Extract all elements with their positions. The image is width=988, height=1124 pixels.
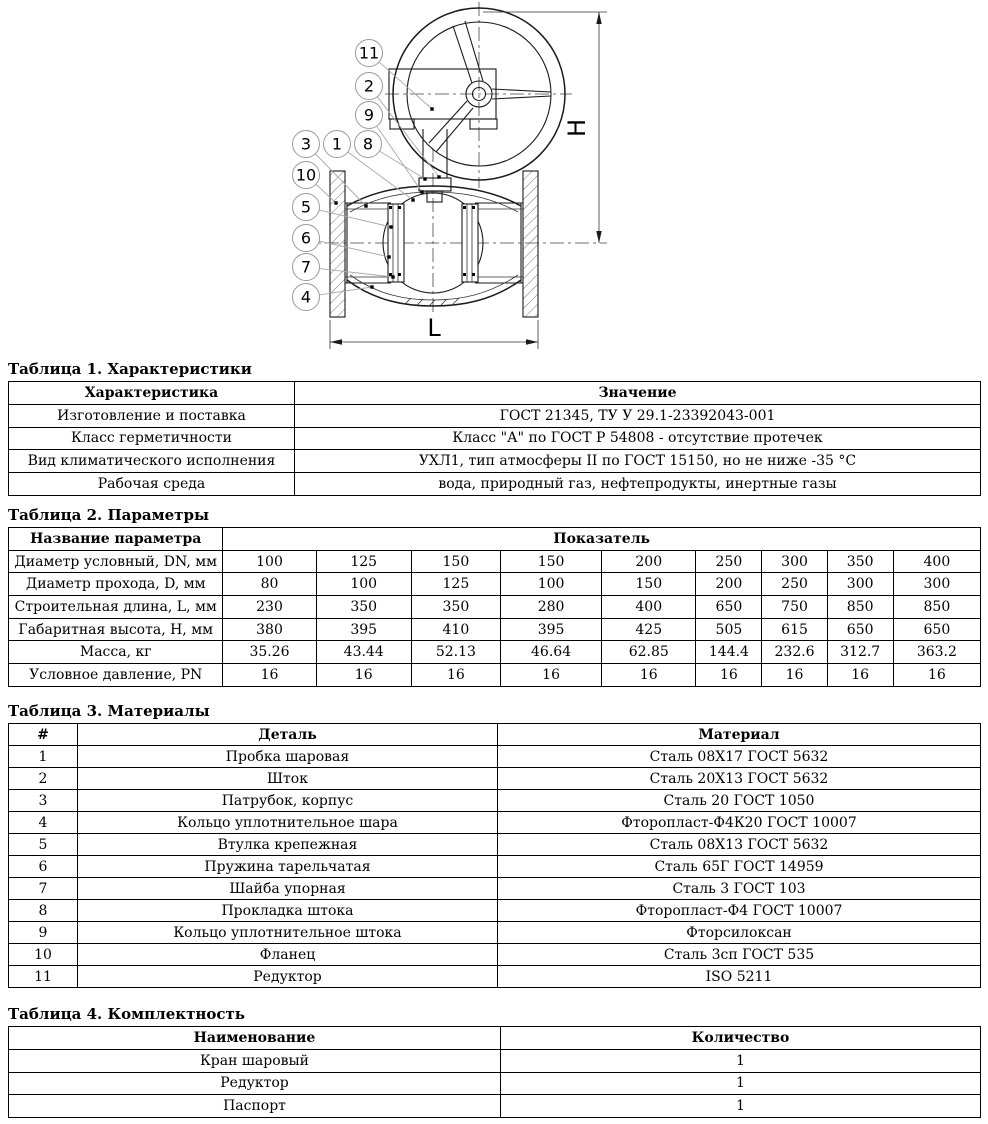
table-row <box>9 641 981 664</box>
table-cell: 850 <box>893 596 980 619</box>
table-cell: 16 <box>893 664 980 687</box>
table-cell: Класс герметичности <box>9 427 295 450</box>
column-header: Количество <box>501 1027 981 1050</box>
table-row <box>9 573 981 596</box>
table-cell: 43.44 <box>316 641 411 664</box>
table-cell: Редуктор <box>9 1072 501 1095</box>
callout-target-dot <box>437 175 440 178</box>
table-cell: 300 <box>893 573 980 596</box>
table-cell: 9 <box>9 922 78 944</box>
table-cell: 16 <box>411 664 500 687</box>
table-cell: Патрубок, корпус <box>78 790 498 812</box>
callout-number: 11 <box>358 43 380 63</box>
callout-group <box>293 40 441 311</box>
table-cell: 100 <box>500 573 601 596</box>
table-row <box>9 664 981 687</box>
table-cell: 1 <box>9 746 78 768</box>
table-header-row <box>9 724 981 746</box>
dim-h-label: H <box>563 118 591 138</box>
table4-title: Таблица 4. Комплектность <box>8 1005 245 1023</box>
callout-number: 4 <box>300 287 312 307</box>
table4-completeness <box>8 1026 981 1118</box>
callout-number: 2 <box>363 76 375 96</box>
table-cell: 850 <box>827 596 893 619</box>
table-cell: 300 <box>762 550 827 573</box>
callout-target-dot <box>430 107 433 110</box>
table-row <box>9 746 981 768</box>
table-cell: 46.64 <box>500 641 601 664</box>
table-cell: 363.2 <box>893 641 980 664</box>
table-cell: 350 <box>316 596 411 619</box>
gearbox <box>389 69 497 129</box>
table-cell: Кран шаровый <box>9 1049 501 1072</box>
dimension-h <box>483 12 607 243</box>
table-cell: 11 <box>9 966 78 988</box>
table-cell: 232.6 <box>762 641 827 664</box>
table-cell: 312.7 <box>827 641 893 664</box>
table-row <box>9 550 981 573</box>
table-row <box>9 618 981 641</box>
table-row <box>9 966 981 988</box>
table-cell: 150 <box>411 550 500 573</box>
table-cell: 10 <box>9 944 78 966</box>
table-cell: 400 <box>602 596 696 619</box>
table-row <box>9 878 981 900</box>
callout-target-dot <box>364 204 367 207</box>
table-cell: 280 <box>500 596 601 619</box>
table-cell: Строительная длина, L, мм <box>9 596 223 619</box>
table3-section <box>8 701 981 988</box>
table-cell: 3 <box>9 790 78 812</box>
table-cell: 650 <box>827 618 893 641</box>
table-cell: Пружина тарельчатая <box>78 856 498 878</box>
table-row <box>9 596 981 619</box>
callout-target-dot <box>411 198 414 201</box>
callout-number: 9 <box>363 105 375 125</box>
table-cell: Габаритная высота, H, мм <box>9 618 223 641</box>
column-header: Характеристика <box>9 382 295 405</box>
column-header: Материал <box>498 724 981 746</box>
table-cell: Масса, кг <box>9 641 223 664</box>
table-cell: Кольцо уплотнительное шара <box>78 812 498 834</box>
table-cell: Рабочая среда <box>9 473 295 496</box>
table-cell: Пробка шаровая <box>78 746 498 768</box>
table-cell: 410 <box>411 618 500 641</box>
table-cell: 80 <box>223 573 316 596</box>
table-row <box>9 404 981 427</box>
callout-target-dot <box>334 201 337 204</box>
table-row <box>9 944 981 966</box>
table-row <box>9 768 981 790</box>
table1-characteristics <box>8 381 981 496</box>
seat-right <box>462 204 478 282</box>
table-cell: 425 <box>602 618 696 641</box>
table-cell: Прокладка штока <box>78 900 498 922</box>
table-header-row <box>9 528 981 551</box>
table-header-row <box>9 1027 981 1050</box>
table-cell: 615 <box>762 618 827 641</box>
table-row <box>9 473 981 496</box>
table-cell: Сталь 08Х17 ГОСТ 5632 <box>498 746 981 768</box>
callout-number: 3 <box>300 134 312 154</box>
centerlines <box>300 2 607 316</box>
callout-number: 7 <box>300 257 312 277</box>
table-cell: 250 <box>762 573 827 596</box>
table-cell: Изготовление и поставка <box>9 404 295 427</box>
table-cell: 6 <box>9 856 78 878</box>
table-cell: 100 <box>223 550 316 573</box>
column-header: # <box>9 724 78 746</box>
table3-materials <box>8 723 981 988</box>
column-header: Показатель <box>223 528 981 551</box>
table-cell: вода, природный газ, нефтепродукты, инертные газы <box>295 473 981 496</box>
table-cell: Втулка крепежная <box>78 834 498 856</box>
column-header: Название параметра <box>9 528 223 551</box>
table-cell: Шайба упорная <box>78 878 498 900</box>
table2-title: Таблица 2. Параметры <box>8 506 209 524</box>
table-cell: 16 <box>223 664 316 687</box>
callout-target-dot <box>391 275 394 278</box>
table-row <box>9 450 981 473</box>
table-cell: Диаметр условный, DN, мм <box>9 550 223 573</box>
table-cell: 4 <box>9 812 78 834</box>
table-row <box>9 834 981 856</box>
table-cell: 16 <box>762 664 827 687</box>
table1-title: Таблица 1. Характеристики <box>8 360 252 378</box>
table-header-row <box>9 382 981 405</box>
table-cell: Сталь 3 ГОСТ 103 <box>498 878 981 900</box>
table-row <box>9 812 981 834</box>
callout-target-dot <box>389 225 392 228</box>
table-cell: 250 <box>696 550 762 573</box>
callout-number: 1 <box>331 134 343 154</box>
table-cell: 16 <box>602 664 696 687</box>
table-cell: 16 <box>696 664 762 687</box>
column-header: Значение <box>295 382 981 405</box>
table-row <box>9 922 981 944</box>
table-cell: 150 <box>602 573 696 596</box>
table-cell: Сталь 65Г ГОСТ 14959 <box>498 856 981 878</box>
table-cell: Сталь 08Х13 ГОСТ 5632 <box>498 834 981 856</box>
table-cell: УХЛ1, тип атмосферы II по ГОСТ 15150, но не ниже -35 °C <box>295 450 981 473</box>
table-cell: ISO 5211 <box>498 966 981 988</box>
table-cell: Фторопласт-Ф4 ГОСТ 10007 <box>498 900 981 922</box>
table-cell: 350 <box>411 596 500 619</box>
table-cell: ГОСТ 21345, ТУ У 29.1-23392043-001 <box>295 404 981 427</box>
table-cell: 62.85 <box>602 641 696 664</box>
column-header: Деталь <box>78 724 498 746</box>
table-row <box>9 1072 981 1095</box>
table-cell: 1 <box>501 1072 981 1095</box>
table-cell: 650 <box>696 596 762 619</box>
table-row <box>9 856 981 878</box>
table-cell: 8 <box>9 900 78 922</box>
table-cell: Вид климатического исполнения <box>9 450 295 473</box>
table3-title: Таблица 3. Материалы <box>8 702 210 720</box>
table-cell: Сталь 20Х13 ГОСТ 5632 <box>498 768 981 790</box>
table-cell: 5 <box>9 834 78 856</box>
table-cell: 650 <box>893 618 980 641</box>
callout-number: 8 <box>362 134 374 154</box>
table-cell: Условное давление, PN <box>9 664 223 687</box>
table-cell: 1 <box>501 1049 981 1072</box>
table-cell: 380 <box>223 618 316 641</box>
table-cell: 395 <box>316 618 411 641</box>
table-cell: Паспорт <box>9 1095 501 1118</box>
table-cell: 150 <box>500 550 601 573</box>
table-cell: Шток <box>78 768 498 790</box>
table-cell: 350 <box>827 550 893 573</box>
dim-l-label: L <box>427 314 441 342</box>
callout-target-dot <box>420 190 423 193</box>
table-cell: Диаметр прохода, D, мм <box>9 573 223 596</box>
table-cell: 52.13 <box>411 641 500 664</box>
table-cell: Класс "А" по ГОСТ Р 54808 - отсутствие протечек <box>295 427 981 450</box>
table-cell: 200 <box>696 573 762 596</box>
table-cell: Сталь 20 ГОСТ 1050 <box>498 790 981 812</box>
table-cell: 2 <box>9 768 78 790</box>
table4-section <box>8 1004 981 1118</box>
table-cell: Фторсилоксан <box>498 922 981 944</box>
table-cell: 144.4 <box>696 641 762 664</box>
table2-section <box>8 505 981 687</box>
table-cell: 200 <box>602 550 696 573</box>
table-cell: 35.26 <box>223 641 316 664</box>
callout-target-dot <box>387 255 390 258</box>
table-row <box>9 1049 981 1072</box>
table-cell: 400 <box>893 550 980 573</box>
dimension-l <box>330 314 538 349</box>
table-row <box>9 790 981 812</box>
table-cell: Фланец <box>78 944 498 966</box>
valve-technical-drawing <box>0 0 988 358</box>
table-cell: 230 <box>223 596 316 619</box>
table-cell: 16 <box>500 664 601 687</box>
table-cell: Фторопласт-Ф4К20 ГОСТ 10007 <box>498 812 981 834</box>
table-cell: 7 <box>9 878 78 900</box>
table-row <box>9 900 981 922</box>
callout-target-dot <box>370 285 373 288</box>
callout-number: 10 <box>295 165 317 185</box>
table1-section <box>8 359 981 496</box>
table-cell: 125 <box>411 573 500 596</box>
table2-parameters <box>8 527 981 687</box>
table-cell: Сталь 3сп ГОСТ 535 <box>498 944 981 966</box>
table-row <box>9 1095 981 1118</box>
table-cell: 1 <box>501 1095 981 1118</box>
table-cell: 300 <box>827 573 893 596</box>
table-cell: 100 <box>316 573 411 596</box>
table-cell: 16 <box>316 664 411 687</box>
table-row <box>9 427 981 450</box>
table-cell: Кольцо уплотнительное штока <box>78 922 498 944</box>
table-cell: 505 <box>696 618 762 641</box>
callout-number: 5 <box>300 197 312 217</box>
table-cell: 395 <box>500 618 601 641</box>
table-cell: 750 <box>762 596 827 619</box>
callout-number: 6 <box>300 228 312 248</box>
right-flange <box>523 171 538 317</box>
table-cell: 125 <box>316 550 411 573</box>
seat-left <box>388 204 404 282</box>
callout-leader-line <box>377 126 422 192</box>
table-cell: 16 <box>827 664 893 687</box>
callout-target-dot <box>423 177 426 180</box>
column-header: Наименование <box>9 1027 501 1050</box>
table-cell: Редуктор <box>78 966 498 988</box>
